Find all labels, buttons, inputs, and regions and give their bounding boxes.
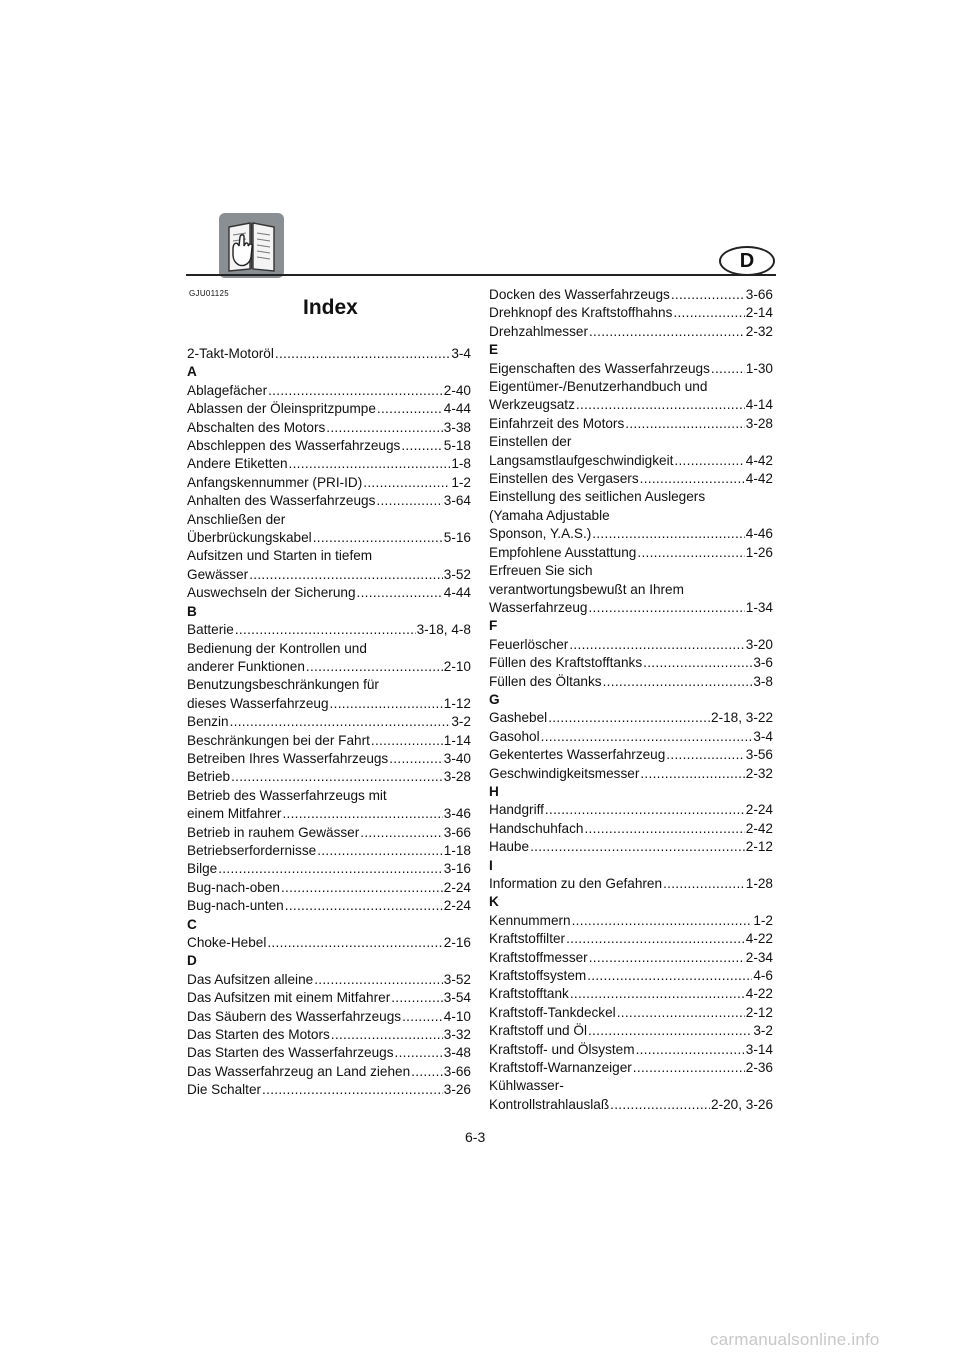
leader-dots <box>592 525 745 543</box>
index-entry <box>187 1063 471 1081</box>
index-entry-text: Handgriff <box>489 802 544 818</box>
index-entry-page: 4-22 <box>745 986 773 1002</box>
index-letter-heading: E <box>489 342 499 358</box>
index-column-right <box>489 286 773 1114</box>
leader-dots <box>610 1096 710 1114</box>
index-entry-page: 4-6 <box>753 968 773 984</box>
index-entry <box>187 897 471 915</box>
leader-dots <box>666 746 744 764</box>
index-entry-page: 2-14 <box>745 305 773 321</box>
index-entry-page: 2-40 <box>443 382 471 398</box>
index-entry-page: 1-2 <box>753 912 773 928</box>
index-entry-text: Beschränkungen bei der Fahrt <box>187 732 370 748</box>
index-entry-page: 2-12 <box>745 839 773 855</box>
index-entry-text: Bug-nach-oben <box>187 879 280 895</box>
index-entry-text: Kraftstoff und Öl <box>489 1023 587 1039</box>
leader-dots <box>282 805 442 823</box>
leader-dots <box>545 801 745 819</box>
index-entry-page: 2-10 <box>443 658 471 674</box>
leader-dots <box>640 765 744 783</box>
index-entry-page: 3-4 <box>753 728 773 744</box>
index-entry-text: Einstellen des Vergasers <box>489 471 639 487</box>
index-entry-text: Feuerlöscher <box>489 636 569 652</box>
index-entry-page: 4-22 <box>745 931 773 947</box>
index-entry-text: Drehzahlmesser <box>489 323 588 339</box>
index-entry <box>489 985 773 1003</box>
index-entry-text: Sponson, Y.A.S.) <box>489 526 592 542</box>
index-entry-text: Gekentertes Wasserfahrzeug <box>489 747 666 763</box>
leader-dots <box>376 492 442 510</box>
index-entry <box>187 732 471 750</box>
index-entry-page: 1-8 <box>451 456 471 472</box>
index-entry <box>187 860 471 878</box>
index-entry-text: Betriebserfordernisse <box>187 842 317 858</box>
leader-dots <box>371 732 443 750</box>
index-entry-page: 1-30 <box>745 360 773 376</box>
index-entry <box>187 1026 471 1044</box>
index-entry-text: Haube <box>489 839 530 855</box>
index-entry <box>489 709 773 727</box>
leader-dots <box>663 875 745 893</box>
index-entry <box>187 1008 471 1026</box>
index-entry-text: Kraftstoff-Tankdeckel <box>489 1004 616 1020</box>
leader-dots <box>389 750 443 768</box>
index-entry-page: 3-52 <box>443 971 471 987</box>
leader-dots <box>363 474 450 492</box>
leader-dots <box>231 768 443 786</box>
index-entry <box>187 474 471 492</box>
index-letter-heading: I <box>489 857 493 873</box>
index-entry-text: Bug-nach-unten <box>187 898 284 914</box>
leader-dots <box>587 967 752 985</box>
leader-dots <box>637 544 744 562</box>
index-entry <box>187 879 471 897</box>
index-entry <box>489 544 773 562</box>
index-entry-page: 2-24 <box>443 879 471 895</box>
index-letter-heading: G <box>489 691 500 707</box>
index-entry-continued: verantwortungsbewußt an Ihrem <box>489 581 684 597</box>
index-entry-page: 3-14 <box>745 1041 773 1057</box>
leader-dots <box>357 584 443 602</box>
index-entry-text: Ablagefächer <box>187 382 268 398</box>
index-entry-text: Abschleppen des Wasserfahrzeugs <box>187 438 401 454</box>
index-entry <box>489 599 773 617</box>
index-entry-text: Das Starten des Motors <box>187 1027 330 1043</box>
index-letter-heading: B <box>187 603 197 619</box>
index-entry-page: 2-20, 3-26 <box>711 1096 773 1112</box>
leader-dots <box>306 658 443 676</box>
index-entry <box>489 728 773 746</box>
index-entry <box>187 750 471 768</box>
index-entry <box>489 930 773 948</box>
index-entry-continued: Einstellen der <box>489 434 572 450</box>
index-entry-text: Betreiben Ihres Wasserfahrzeugs <box>187 750 389 766</box>
index-entry-page: 3-48 <box>443 1045 471 1061</box>
index-letter-heading: H <box>489 783 499 799</box>
index-entry-text: Information zu den Gefahren <box>489 876 663 891</box>
index-entry <box>489 1022 773 1040</box>
index-entry-text: Wasserfahrzeug <box>489 599 588 615</box>
leader-dots <box>317 842 443 860</box>
index-entry <box>489 801 773 819</box>
index-entry-page: 1-34 <box>745 599 773 615</box>
leader-dots <box>588 1022 752 1040</box>
index-entry-text: Geschwindigkeitsmesser <box>489 765 640 781</box>
page-title: Index <box>303 296 358 319</box>
index-entry-page: 1-18 <box>443 842 471 858</box>
index-entry <box>489 838 773 856</box>
index-entry-page: 3-66 <box>443 824 471 840</box>
index-entry-page: 3-56 <box>745 747 773 763</box>
leader-dots <box>377 400 443 418</box>
index-entry <box>187 621 471 639</box>
index-entry <box>489 1096 773 1114</box>
index-entry <box>489 967 773 985</box>
index-entry-continued: Kühlwasser- <box>489 1078 564 1094</box>
leader-dots <box>262 1081 443 1099</box>
index-entry-page: 3-54 <box>443 990 471 1006</box>
index-entry-text: Anfangskennummer (PRI-ID) <box>187 474 363 490</box>
index-entry <box>187 437 471 455</box>
index-entry-text: Kennummern <box>489 912 571 928</box>
index-entry-text: Das Säubern des Wasserfahrzeugs <box>187 1008 402 1024</box>
index-letter-heading: D <box>187 953 197 969</box>
index-entry-page: 3-26 <box>443 1082 471 1098</box>
index-entry-text: Ablassen der Öleinspritzpumpe <box>187 401 376 417</box>
index-letter-heading: K <box>489 894 499 910</box>
index-entry-text: Füllen des Kraftstofftanks <box>489 655 643 671</box>
index-entry-page: 3-46 <box>443 806 471 822</box>
leader-dots <box>285 897 443 915</box>
index-entry-text: dieses Wasserfahrzeug <box>187 695 329 711</box>
index-entry-text: Abschalten des Motors <box>187 419 326 435</box>
index-entry <box>187 382 471 400</box>
index-entry-text: Gashebel <box>489 710 548 726</box>
index-entry-page: 3-64 <box>443 493 471 509</box>
index-entry-page: 3-4 <box>451 346 471 361</box>
index-entry <box>187 1044 471 1062</box>
index-entry <box>489 746 773 764</box>
index-entry <box>187 934 471 952</box>
index-entry-page: 1-26 <box>745 544 773 560</box>
index-entry-page: 4-10 <box>443 1008 471 1024</box>
index-entry-page: 2-42 <box>745 820 773 836</box>
index-entry-continued: Erfreuen Sie sich <box>489 563 593 579</box>
index-entry <box>489 875 773 893</box>
index-entry-page: 2-36 <box>745 1060 773 1076</box>
index-entry <box>187 492 471 510</box>
index-entry <box>489 1041 773 1059</box>
leader-dots <box>569 636 744 654</box>
index-entry-page: 4-42 <box>745 471 773 487</box>
leader-dots <box>617 1004 745 1022</box>
index-entry-page: 4-44 <box>443 585 471 601</box>
index-entry-page: 2-24 <box>745 802 773 818</box>
index-entry-text: Andere Etiketten <box>187 456 288 472</box>
leader-dots <box>249 566 443 584</box>
index-entry-text: Betrieb <box>187 769 231 785</box>
index-entry <box>187 842 471 860</box>
index-entry-page: 3-8 <box>753 673 773 689</box>
index-entry <box>489 1059 773 1077</box>
index-entry <box>489 949 773 967</box>
index-entry-page: 1-12 <box>443 695 471 711</box>
index-entry-text: Drehknopf des Kraftstoffhahns <box>489 305 673 321</box>
index-entry-page: 3-28 <box>443 769 471 785</box>
leader-dots <box>395 1044 443 1062</box>
index-entry-text: Kraftstoff- und Ölsystem <box>489 1041 635 1057</box>
leader-dots <box>673 304 744 322</box>
index-entry-text: Docken des Wasserfahrzeugs <box>489 287 670 302</box>
index-entry-text: Das Aufsitzen mit einem Mitfahrer <box>187 990 391 1006</box>
index-entry-text: Empfohlene Ausstattung <box>489 544 637 560</box>
index-entry <box>489 360 773 378</box>
leader-dots <box>281 879 443 897</box>
index-entry-text: Auswechseln der Sicherung <box>187 585 356 601</box>
leader-dots <box>584 820 744 838</box>
leader-dots <box>572 912 753 930</box>
leader-dots <box>411 1063 443 1081</box>
leader-dots <box>360 824 443 842</box>
index-entry <box>187 971 471 989</box>
leader-dots <box>633 1059 745 1077</box>
index-entry-text: Kraftstoff-Warnanzeiger <box>489 1060 632 1076</box>
index-entry <box>187 805 471 823</box>
index-entry <box>187 345 471 363</box>
index-entry-page: 3-18, 4-8 <box>416 622 471 638</box>
leader-dots <box>570 985 745 1003</box>
index-entry-text: Anhalten des Wasserfahrzeugs <box>187 493 376 509</box>
index-entry-text: Eigenschaften des Wasserfahrzeugs <box>489 360 710 376</box>
leader-dots <box>674 452 744 470</box>
index-entry <box>187 529 471 547</box>
index-entry-text: Kraftstoffmesser <box>489 949 588 965</box>
index-entry-page: 3-38 <box>443 419 471 435</box>
index-entry <box>187 695 471 713</box>
index-entry-page: 3-66 <box>745 287 773 302</box>
index-entry-page: 3-40 <box>443 750 471 766</box>
index-entry-page: 3-32 <box>443 1027 471 1043</box>
index-letter-heading: C <box>187 916 197 932</box>
index-entry-continued: Betrieb des Wasserfahrzeugs mit <box>187 787 387 803</box>
index-entry-page: 3-6 <box>753 655 773 671</box>
language-badge <box>719 246 775 276</box>
index-entry <box>489 396 773 414</box>
index-entry-page: 4-14 <box>745 397 773 413</box>
index-entry <box>187 1081 471 1099</box>
index-entry <box>187 584 471 602</box>
index-entry-continued: Benutzungsbeschränkungen für <box>187 677 379 693</box>
index-entry-text: Das Starten des Wasserfahrzeugs <box>187 1045 394 1061</box>
index-entry-text: Werkzeugsatz <box>489 397 575 413</box>
index-entry <box>489 286 773 304</box>
leader-dots <box>711 360 745 378</box>
watermark: carmanualsonline.info <box>710 1330 880 1349</box>
index-entry-page: 2-16 <box>443 935 471 950</box>
index-entry-continued: Bedienung der Kontrollen und <box>187 640 367 656</box>
index-entry-text: Bilge <box>187 861 218 877</box>
index-entry-page: 1-14 <box>443 732 471 748</box>
index-entry-continued: Einstellung des seitlichen Auslegers <box>489 489 706 505</box>
leader-dots <box>235 621 416 639</box>
index-entry-text: Benzin <box>187 714 229 730</box>
index-entry <box>489 323 773 341</box>
leader-dots <box>391 989 443 1007</box>
index-entry-text: Kraftstoffilter <box>489 931 566 947</box>
index-entry-page: 3-16 <box>443 861 471 877</box>
index-entry-text: Die Schalter <box>187 1082 262 1098</box>
index-entry-page: 2-18, 3-22 <box>711 710 773 726</box>
index-entry-page: 4-44 <box>443 401 471 417</box>
index-entry-page: 5-16 <box>443 530 471 546</box>
index-entry <box>489 415 773 433</box>
index-entry-text: Einfahrzeit des Motors <box>489 415 625 431</box>
index-entry <box>187 455 471 473</box>
index-column-left <box>187 345 471 1100</box>
index-letter-heading: A <box>187 364 197 380</box>
index-entry-page: 4-42 <box>745 452 773 468</box>
index-entry <box>489 1004 773 1022</box>
index-entry <box>187 419 471 437</box>
leader-dots <box>313 529 443 547</box>
index-entry <box>489 765 773 783</box>
index-entry-page: 3-66 <box>443 1063 471 1079</box>
leader-dots <box>267 934 442 952</box>
index-entry-page: 3-2 <box>753 1023 773 1039</box>
leader-dots <box>275 345 450 363</box>
leader-dots <box>588 599 744 617</box>
section-code: GJU01125 <box>189 289 230 298</box>
leader-dots <box>530 838 745 856</box>
index-entry-text: Das Wasserfahrzeug an Land ziehen <box>187 1063 411 1079</box>
index-entry-text: Füllen des Öltanks <box>489 673 602 689</box>
leader-dots <box>643 654 752 672</box>
index-entry-text: Handschuhfach <box>489 820 584 836</box>
index-entry <box>187 400 471 418</box>
index-entry-page: 2-34 <box>745 949 773 965</box>
leader-dots <box>671 286 745 304</box>
index-entry-text: Kraftstofftank <box>489 986 569 1002</box>
leader-dots <box>268 382 443 400</box>
index-entry-page: 3-20 <box>745 636 773 652</box>
index-letter-heading: F <box>489 618 498 634</box>
index-entry-text: 2-Takt-Motoröl <box>187 346 274 361</box>
index-entry-page: 2-24 <box>443 898 471 914</box>
index-entry-page: 3-52 <box>443 566 471 582</box>
leader-dots <box>636 1041 745 1059</box>
index-entry-page: 3-2 <box>451 714 471 730</box>
leader-dots <box>640 470 745 488</box>
index-entry-text: Kontrollstrahlauslaß <box>489 1096 610 1112</box>
leader-dots <box>541 728 753 746</box>
leader-dots <box>548 709 710 727</box>
index-entry-text: Kraftstoffsystem <box>489 968 587 984</box>
index-entry <box>489 673 773 691</box>
index-entry-continued: (Yamaha Adjustable <box>489 507 610 523</box>
index-entry-text: Choke-Hebel <box>187 935 267 950</box>
leader-dots <box>401 437 442 455</box>
index-entry-page: 1-2 <box>451 474 471 490</box>
index-entry-page: 1-28 <box>745 876 773 891</box>
leader-dots <box>603 673 753 691</box>
index-entry <box>489 525 773 543</box>
index-entry-page: 2-32 <box>745 323 773 339</box>
index-entry-text: Überbrückungskabel <box>187 530 312 546</box>
leader-dots <box>331 1026 443 1044</box>
index-entry-text: einem Mitfahrer <box>187 806 282 822</box>
index-entry <box>187 768 471 786</box>
index-entry-text: Langsamstlaufgeschwindigkeit <box>489 452 674 468</box>
index-entry-page: 2-12 <box>745 1004 773 1020</box>
index-entry-text: Betrieb in rauhem Gewässer <box>187 824 360 840</box>
index-entry-continued: Anschließen der <box>187 511 286 527</box>
index-entry-text: Batterie <box>187 622 234 638</box>
index-entry-text: Gasohol <box>489 728 540 744</box>
index-entry <box>489 654 773 672</box>
leader-dots <box>566 930 745 948</box>
leader-dots <box>314 971 443 989</box>
index-entry-page: 3-28 <box>745 415 773 431</box>
index-entry <box>187 566 471 584</box>
leader-dots <box>589 949 745 967</box>
leader-dots <box>330 695 443 713</box>
index-entry-text: anderer Funktionen <box>187 658 305 674</box>
index-entry-page: 5-18 <box>443 438 471 454</box>
index-entry <box>187 713 471 731</box>
leader-dots <box>402 1008 443 1026</box>
index-entry <box>187 658 471 676</box>
index-entry-continued: Aufsitzen und Starten in tiefem <box>187 548 373 564</box>
leader-dots <box>326 419 443 437</box>
leader-dots <box>589 323 745 341</box>
leader-dots <box>230 713 451 731</box>
language-code: D <box>739 249 755 272</box>
leader-dots <box>218 860 443 878</box>
index-entry <box>187 824 471 842</box>
index-entry-page: 2-32 <box>745 765 773 781</box>
index-entry <box>489 636 773 654</box>
index-entry <box>489 470 773 488</box>
index-entry-text: Gewässer <box>187 566 249 582</box>
page-number: 6-3 <box>465 1129 486 1145</box>
index-entry-continued: Eigentümer-/Benutzerhandbuch und <box>489 379 708 395</box>
header-rule <box>186 274 776 276</box>
index-entry <box>187 989 471 1007</box>
leader-dots <box>625 415 745 433</box>
index-entry-page: 4-46 <box>745 526 773 542</box>
manual-hand-icon <box>219 213 284 278</box>
index-entry <box>489 820 773 838</box>
index-entry <box>489 304 773 322</box>
index-entry <box>489 912 773 930</box>
index-entry-text: Das Aufsitzen alleine <box>187 971 314 987</box>
index-entry <box>489 452 773 470</box>
leader-dots <box>289 455 451 473</box>
leader-dots <box>576 396 745 414</box>
